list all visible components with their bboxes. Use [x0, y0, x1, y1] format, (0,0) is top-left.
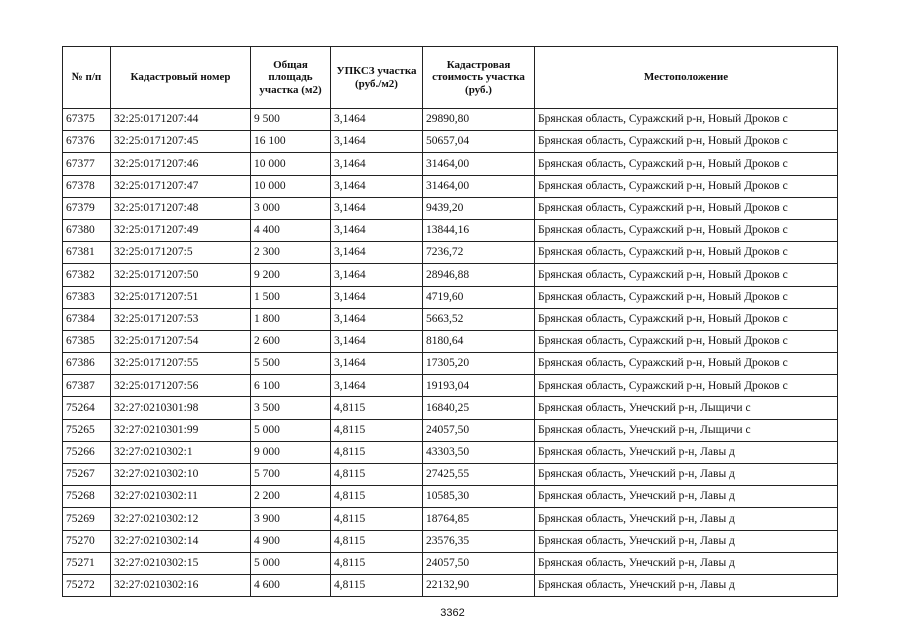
cell-index: 75267 — [63, 464, 111, 486]
cell-upksz: 3,1464 — [331, 375, 423, 397]
table-row — [63, 353, 838, 375]
cell-cadastral-value: 31464,00 — [423, 153, 535, 175]
cell-cadastral-number: 32:27:0210301:98 — [111, 397, 251, 419]
table-row — [63, 397, 838, 419]
cell-location: Брянская область, Суражский р-н, Новый Дроков с — [535, 175, 838, 197]
cell-location: Брянская область, Суражский р-н, Новый Дроков с — [535, 109, 838, 131]
table-row — [63, 242, 838, 264]
cell-location: Брянская область, Суражский р-н, Новый Дроков с — [535, 286, 838, 308]
cell-area: 5 000 — [251, 552, 331, 574]
cell-index: 75270 — [63, 530, 111, 552]
cell-location: Брянская область, Суражский р-н, Новый Дроков с — [535, 131, 838, 153]
cell-location: Брянская область, Унечский р-н, Лавы д — [535, 464, 838, 486]
cell-cadastral-value: 13844,16 — [423, 219, 535, 241]
cell-index: 67383 — [63, 286, 111, 308]
cell-cadastral-number: 32:25:0171207:45 — [111, 131, 251, 153]
cell-area: 2 600 — [251, 330, 331, 352]
cell-cadastral-value: 9439,20 — [423, 197, 535, 219]
cell-upksz: 4,8115 — [331, 441, 423, 463]
cell-area: 10 000 — [251, 153, 331, 175]
header-area: Общая площадь участка (м2) — [251, 47, 331, 109]
cell-cadastral-number: 32:25:0171207:5 — [111, 242, 251, 264]
cell-cadastral-number: 32:27:0210302:10 — [111, 464, 251, 486]
cell-location: Брянская область, Унечский р-н, Лавы д — [535, 530, 838, 552]
cell-cadastral-value: 10585,30 — [423, 486, 535, 508]
cell-upksz: 4,8115 — [331, 419, 423, 441]
table-row — [63, 375, 838, 397]
cell-location: Брянская область, Суражский р-н, Новый Дроков с — [535, 330, 838, 352]
cell-area: 5 700 — [251, 464, 331, 486]
cadastral-table — [62, 46, 838, 597]
cell-cadastral-number: 32:27:0210302:12 — [111, 508, 251, 530]
cell-location: Брянская область, Унечский р-н, Лыщичи с — [535, 419, 838, 441]
cell-index: 67376 — [63, 131, 111, 153]
cell-area: 9 200 — [251, 264, 331, 286]
cell-area: 3 900 — [251, 508, 331, 530]
cell-location: Брянская область, Суражский р-н, Новый Дроков с — [535, 219, 838, 241]
cell-area: 5 000 — [251, 419, 331, 441]
cell-upksz: 4,8115 — [331, 530, 423, 552]
cell-area: 4 600 — [251, 574, 331, 596]
cell-upksz: 3,1464 — [331, 308, 423, 330]
cell-cadastral-number: 32:27:0210302:15 — [111, 552, 251, 574]
header-index: № п/п — [63, 47, 111, 109]
table-row — [63, 109, 838, 131]
cell-cadastral-number: 32:25:0171207:55 — [111, 353, 251, 375]
cell-index: 67381 — [63, 242, 111, 264]
cell-cadastral-number: 32:27:0210301:99 — [111, 419, 251, 441]
table-row — [63, 419, 838, 441]
cell-cadastral-value: 29890,80 — [423, 109, 535, 131]
header-row — [63, 47, 838, 109]
cell-area: 9 000 — [251, 441, 331, 463]
cell-cadastral-number: 32:25:0171207:56 — [111, 375, 251, 397]
cell-upksz: 3,1464 — [331, 264, 423, 286]
cell-area: 10 000 — [251, 175, 331, 197]
cell-location: Брянская область, Суражский р-н, Новый Дроков с — [535, 264, 838, 286]
cell-cadastral-number: 32:25:0171207:53 — [111, 308, 251, 330]
header-location: Местоположение — [535, 47, 838, 109]
cell-upksz: 4,8115 — [331, 464, 423, 486]
cell-location: Брянская область, Суражский р-н, Новый Дроков с — [535, 242, 838, 264]
cell-upksz: 3,1464 — [331, 330, 423, 352]
cell-cadastral-value: 43303,50 — [423, 441, 535, 463]
table-row — [63, 219, 838, 241]
cell-index: 67386 — [63, 353, 111, 375]
table-row — [63, 308, 838, 330]
cell-location: Брянская область, Унечский р-н, Лыщичи с — [535, 397, 838, 419]
cell-cadastral-value: 23576,35 — [423, 530, 535, 552]
cell-cadastral-value: 4719,60 — [423, 286, 535, 308]
cell-location: Брянская область, Унечский р-н, Лавы д — [535, 441, 838, 463]
cell-area: 16 100 — [251, 131, 331, 153]
cell-upksz: 4,8115 — [331, 552, 423, 574]
cell-index: 75265 — [63, 419, 111, 441]
cell-index: 67385 — [63, 330, 111, 352]
table-row — [63, 486, 838, 508]
cell-cadastral-value: 19193,04 — [423, 375, 535, 397]
cell-location: Брянская область, Суражский р-н, Новый Дроков с — [535, 308, 838, 330]
cell-index: 67379 — [63, 197, 111, 219]
cell-location: Брянская область, Суражский р-н, Новый Дроков с — [535, 375, 838, 397]
cell-location: Брянская область, Суражский р-н, Новый Дроков с — [535, 197, 838, 219]
table-row — [63, 508, 838, 530]
cell-upksz: 4,8115 — [331, 486, 423, 508]
cell-upksz: 3,1464 — [331, 219, 423, 241]
table-row — [63, 464, 838, 486]
cell-upksz: 3,1464 — [331, 242, 423, 264]
header-cadastral-number: Кадастровый номер — [111, 47, 251, 109]
table-row — [63, 441, 838, 463]
cell-cadastral-number: 32:25:0171207:50 — [111, 264, 251, 286]
cell-cadastral-number: 32:27:0210302:14 — [111, 530, 251, 552]
cell-upksz: 3,1464 — [331, 109, 423, 131]
cell-cadastral-value: 5663,52 — [423, 308, 535, 330]
cell-index: 75268 — [63, 486, 111, 508]
cell-area: 2 300 — [251, 242, 331, 264]
cell-upksz: 3,1464 — [331, 353, 423, 375]
table-row — [63, 530, 838, 552]
table-row — [63, 264, 838, 286]
table-row — [63, 175, 838, 197]
cell-index: 67380 — [63, 219, 111, 241]
table-row — [63, 330, 838, 352]
cell-area: 3 000 — [251, 197, 331, 219]
cell-index: 67384 — [63, 308, 111, 330]
table-row — [63, 574, 838, 596]
table-row — [63, 153, 838, 175]
cell-cadastral-number: 32:25:0171207:44 — [111, 109, 251, 131]
cell-index: 75266 — [63, 441, 111, 463]
cell-cadastral-value: 50657,04 — [423, 131, 535, 153]
cell-area: 2 200 — [251, 486, 331, 508]
cell-location: Брянская область, Суражский р-н, Новый Дроков с — [535, 153, 838, 175]
cell-cadastral-number: 32:25:0171207:54 — [111, 330, 251, 352]
cell-index: 67378 — [63, 175, 111, 197]
cell-cadastral-number: 32:27:0210302:1 — [111, 441, 251, 463]
cell-location: Брянская область, Унечский р-н, Лавы д — [535, 508, 838, 530]
cell-cadastral-number: 32:25:0171207:49 — [111, 219, 251, 241]
cell-area: 5 500 — [251, 353, 331, 375]
cell-index: 67375 — [63, 109, 111, 131]
cell-cadastral-value: 28946,88 — [423, 264, 535, 286]
cell-cadastral-value: 18764,85 — [423, 508, 535, 530]
cell-area: 6 100 — [251, 375, 331, 397]
cell-upksz: 3,1464 — [331, 286, 423, 308]
cell-area: 4 400 — [251, 219, 331, 241]
cell-area: 1 800 — [251, 308, 331, 330]
cell-upksz: 3,1464 — [331, 175, 423, 197]
cell-index: 67387 — [63, 375, 111, 397]
cell-upksz: 3,1464 — [331, 197, 423, 219]
cell-index: 75269 — [63, 508, 111, 530]
cell-location: Брянская область, Унечский р-н, Лавы д — [535, 486, 838, 508]
table-row — [63, 197, 838, 219]
table-row — [63, 552, 838, 574]
cell-area: 1 500 — [251, 286, 331, 308]
cell-location: Брянская область, Суражский р-н, Новый Дроков с — [535, 353, 838, 375]
cell-cadastral-value: 22132,90 — [423, 574, 535, 596]
cell-location: Брянская область, Унечский р-н, Лавы д — [535, 574, 838, 596]
cell-cadastral-value: 16840,25 — [423, 397, 535, 419]
cell-cadastral-value: 24057,50 — [423, 419, 535, 441]
cell-index: 75271 — [63, 552, 111, 574]
cell-cadastral-number: 32:25:0171207:51 — [111, 286, 251, 308]
cell-area: 3 500 — [251, 397, 331, 419]
cell-index: 67377 — [63, 153, 111, 175]
cell-cadastral-value: 17305,20 — [423, 353, 535, 375]
cell-cadastral-number: 32:25:0171207:47 — [111, 175, 251, 197]
cell-cadastral-value: 27425,55 — [423, 464, 535, 486]
cell-upksz: 4,8115 — [331, 508, 423, 530]
cell-location: Брянская область, Унечский р-н, Лавы д — [535, 552, 838, 574]
cell-cadastral-number: 32:25:0171207:46 — [111, 153, 251, 175]
cell-index: 75272 — [63, 574, 111, 596]
cell-cadastral-value: 8180,64 — [423, 330, 535, 352]
cell-index: 67382 — [63, 264, 111, 286]
cell-cadastral-value: 7236,72 — [423, 242, 535, 264]
cell-upksz: 3,1464 — [331, 153, 423, 175]
cell-cadastral-value: 24057,50 — [423, 552, 535, 574]
cell-cadastral-number: 32:27:0210302:11 — [111, 486, 251, 508]
table-row — [63, 286, 838, 308]
cell-cadastral-number: 32:25:0171207:48 — [111, 197, 251, 219]
page-number: 3362 — [440, 607, 465, 619]
cell-area: 9 500 — [251, 109, 331, 131]
cell-index: 75264 — [63, 397, 111, 419]
cell-area: 4 900 — [251, 530, 331, 552]
cell-upksz: 4,8115 — [331, 574, 423, 596]
table-row — [63, 131, 838, 153]
header-cadastral-value: Кадастровая стоимость участка (руб.) — [423, 47, 535, 109]
cell-cadastral-number: 32:27:0210302:16 — [111, 574, 251, 596]
header-upksz: УПКСЗ участка (руб./м2) — [331, 47, 423, 109]
cell-upksz: 3,1464 — [331, 131, 423, 153]
cell-upksz: 4,8115 — [331, 397, 423, 419]
cell-cadastral-value: 31464,00 — [423, 175, 535, 197]
